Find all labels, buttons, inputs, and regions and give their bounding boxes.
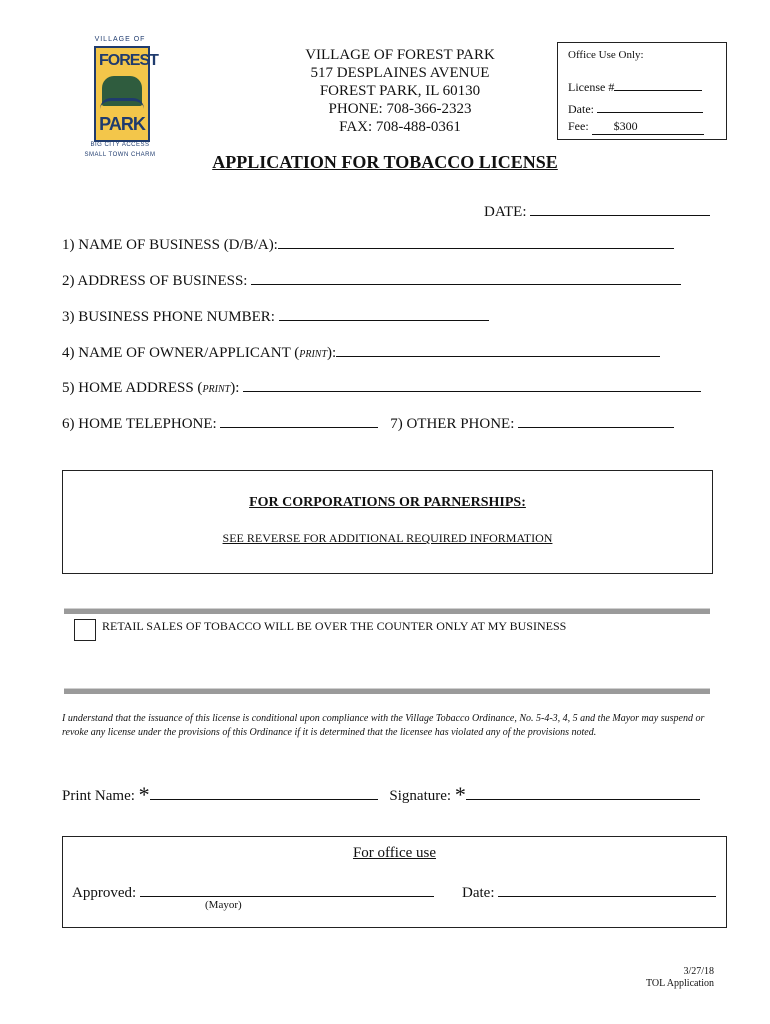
approval-date-label: Date: [462,885,495,901]
home-address-row [62,376,701,397]
home-address-print-hint: PRINT [202,384,231,395]
address-line-5: FAX: 708-488-0361 [339,119,461,135]
office-fee-row [568,119,704,135]
owner-name-print-hint: PRINT [299,349,328,360]
office-use-box-bottom [62,836,727,928]
signature-field[interactable] [466,784,700,800]
logo-shield [94,46,158,142]
business-phone-row [62,305,489,326]
corporations-box [62,470,713,574]
page-title-text: APPLICATION FOR TOBACCO LICENSE [212,152,558,172]
retail-sales-label: RETAIL SALES OF TOBACCO WILL BE OVER THE COUNTER ONLY AT MY BUSINESS [102,619,567,633]
business-name-row [62,233,674,254]
signature-star: * [454,782,466,807]
section-divider-top [64,608,710,614]
mayor-label: (Mayor) [205,899,242,911]
owner-name-field[interactable] [336,341,660,357]
approved-field[interactable] [140,881,434,897]
date-field[interactable] [530,200,710,216]
logo-tagline-2: SMALL TOWN CHARM [84,152,156,158]
home-address-label-end: ): [230,380,240,396]
office-fee-field[interactable] [592,119,704,135]
print-name-label: Print Name: [62,788,135,804]
office-use-only-box [557,42,727,140]
section-divider-bottom [64,688,710,694]
business-address-row [62,269,681,290]
corporations-subtitle: SEE REVERSE FOR ADDITIONAL REQUIRED INFORMATION [222,531,553,545]
footer-doc-name: TOL Application [645,978,714,989]
other-phone-label: 7) OTHER PHONE: [390,416,515,432]
business-phone-label: 3) BUSINESS PHONE NUMBER: [62,309,275,325]
office-date-label: Date: [568,102,594,116]
office-date-field[interactable] [597,97,703,113]
other-phone-field[interactable] [518,412,674,428]
office-use-title: Office Use Only: [568,49,644,61]
office-fee-value: $300 [613,119,638,133]
date-label: DATE: [484,204,527,220]
owner-name-label: 4) NAME OF OWNER/APPLICANT ( [62,345,300,361]
business-name-field[interactable] [278,233,674,249]
retail-sales-checkbox[interactable] [74,619,96,641]
address-line-1: VILLAGE OF FOREST PARK [305,47,495,63]
address-line-2: 517 DESPLAINES AVENUE [310,65,490,81]
phones-row [62,412,674,433]
print-name-field[interactable] [150,784,378,800]
owner-name-label-end: ): [327,345,337,361]
corporations-title: FOR CORPORATIONS OR PARNERSHIPS: [249,495,526,510]
logo-bridge-icon [100,98,144,109]
approved-label: Approved: [72,885,137,901]
business-address-field[interactable] [251,269,681,285]
office-license-field[interactable] [614,75,702,91]
business-name-label: 1) NAME OF BUSINESS (D/B/A): [62,237,278,253]
footer-date: 3/27/18 [683,966,714,977]
office-license-row [568,75,702,95]
home-telephone-label: 6) HOME TELEPHONE: [62,416,217,432]
logo-word-forest: FOREST [99,52,158,69]
business-address-label: 2) ADDRESS OF BUSINESS: [62,273,248,289]
approval-date-field[interactable] [498,881,716,897]
office-date-row [568,97,703,117]
owner-name-row [62,341,660,362]
logo-word-park: PARK [99,114,145,134]
office-use-bottom-title: For office use [352,845,437,861]
footer [600,966,714,990]
home-address-label: 5) HOME ADDRESS ( [62,380,203,396]
date-row [484,200,710,221]
address-line-3: FOREST PARK, IL 60130 [319,83,481,99]
approval-date-row [462,881,716,902]
page-title [0,152,770,173]
business-phone-field[interactable] [279,305,489,321]
address-line-4: PHONE: 708-366-2323 [328,101,472,117]
home-address-field[interactable] [243,376,701,392]
village-logo [84,36,156,164]
office-license-label: License # [568,80,615,94]
logo-top-text: VILLAGE OF [94,36,146,43]
logo-tagline-1: BIG CITY ACCESS [90,142,150,148]
village-address-block [280,46,520,136]
office-fee-label: Fee: [568,119,589,133]
print-name-star: * [138,782,150,807]
disclaimer-text: I understand that the issuance of this license is conditional upon compliance with the Village Tobacco Ordinance, No. 5-4-3, 4, 5 and the Mayor may suspend or revoke any license under the provisions of this Ordinance if it is determined that the licensee has violated any of the provisions noted. [62,713,705,738]
approved-row [72,881,434,902]
home-telephone-field[interactable] [220,412,378,428]
signature-label: Signature: [389,788,452,804]
signature-row [62,782,700,808]
